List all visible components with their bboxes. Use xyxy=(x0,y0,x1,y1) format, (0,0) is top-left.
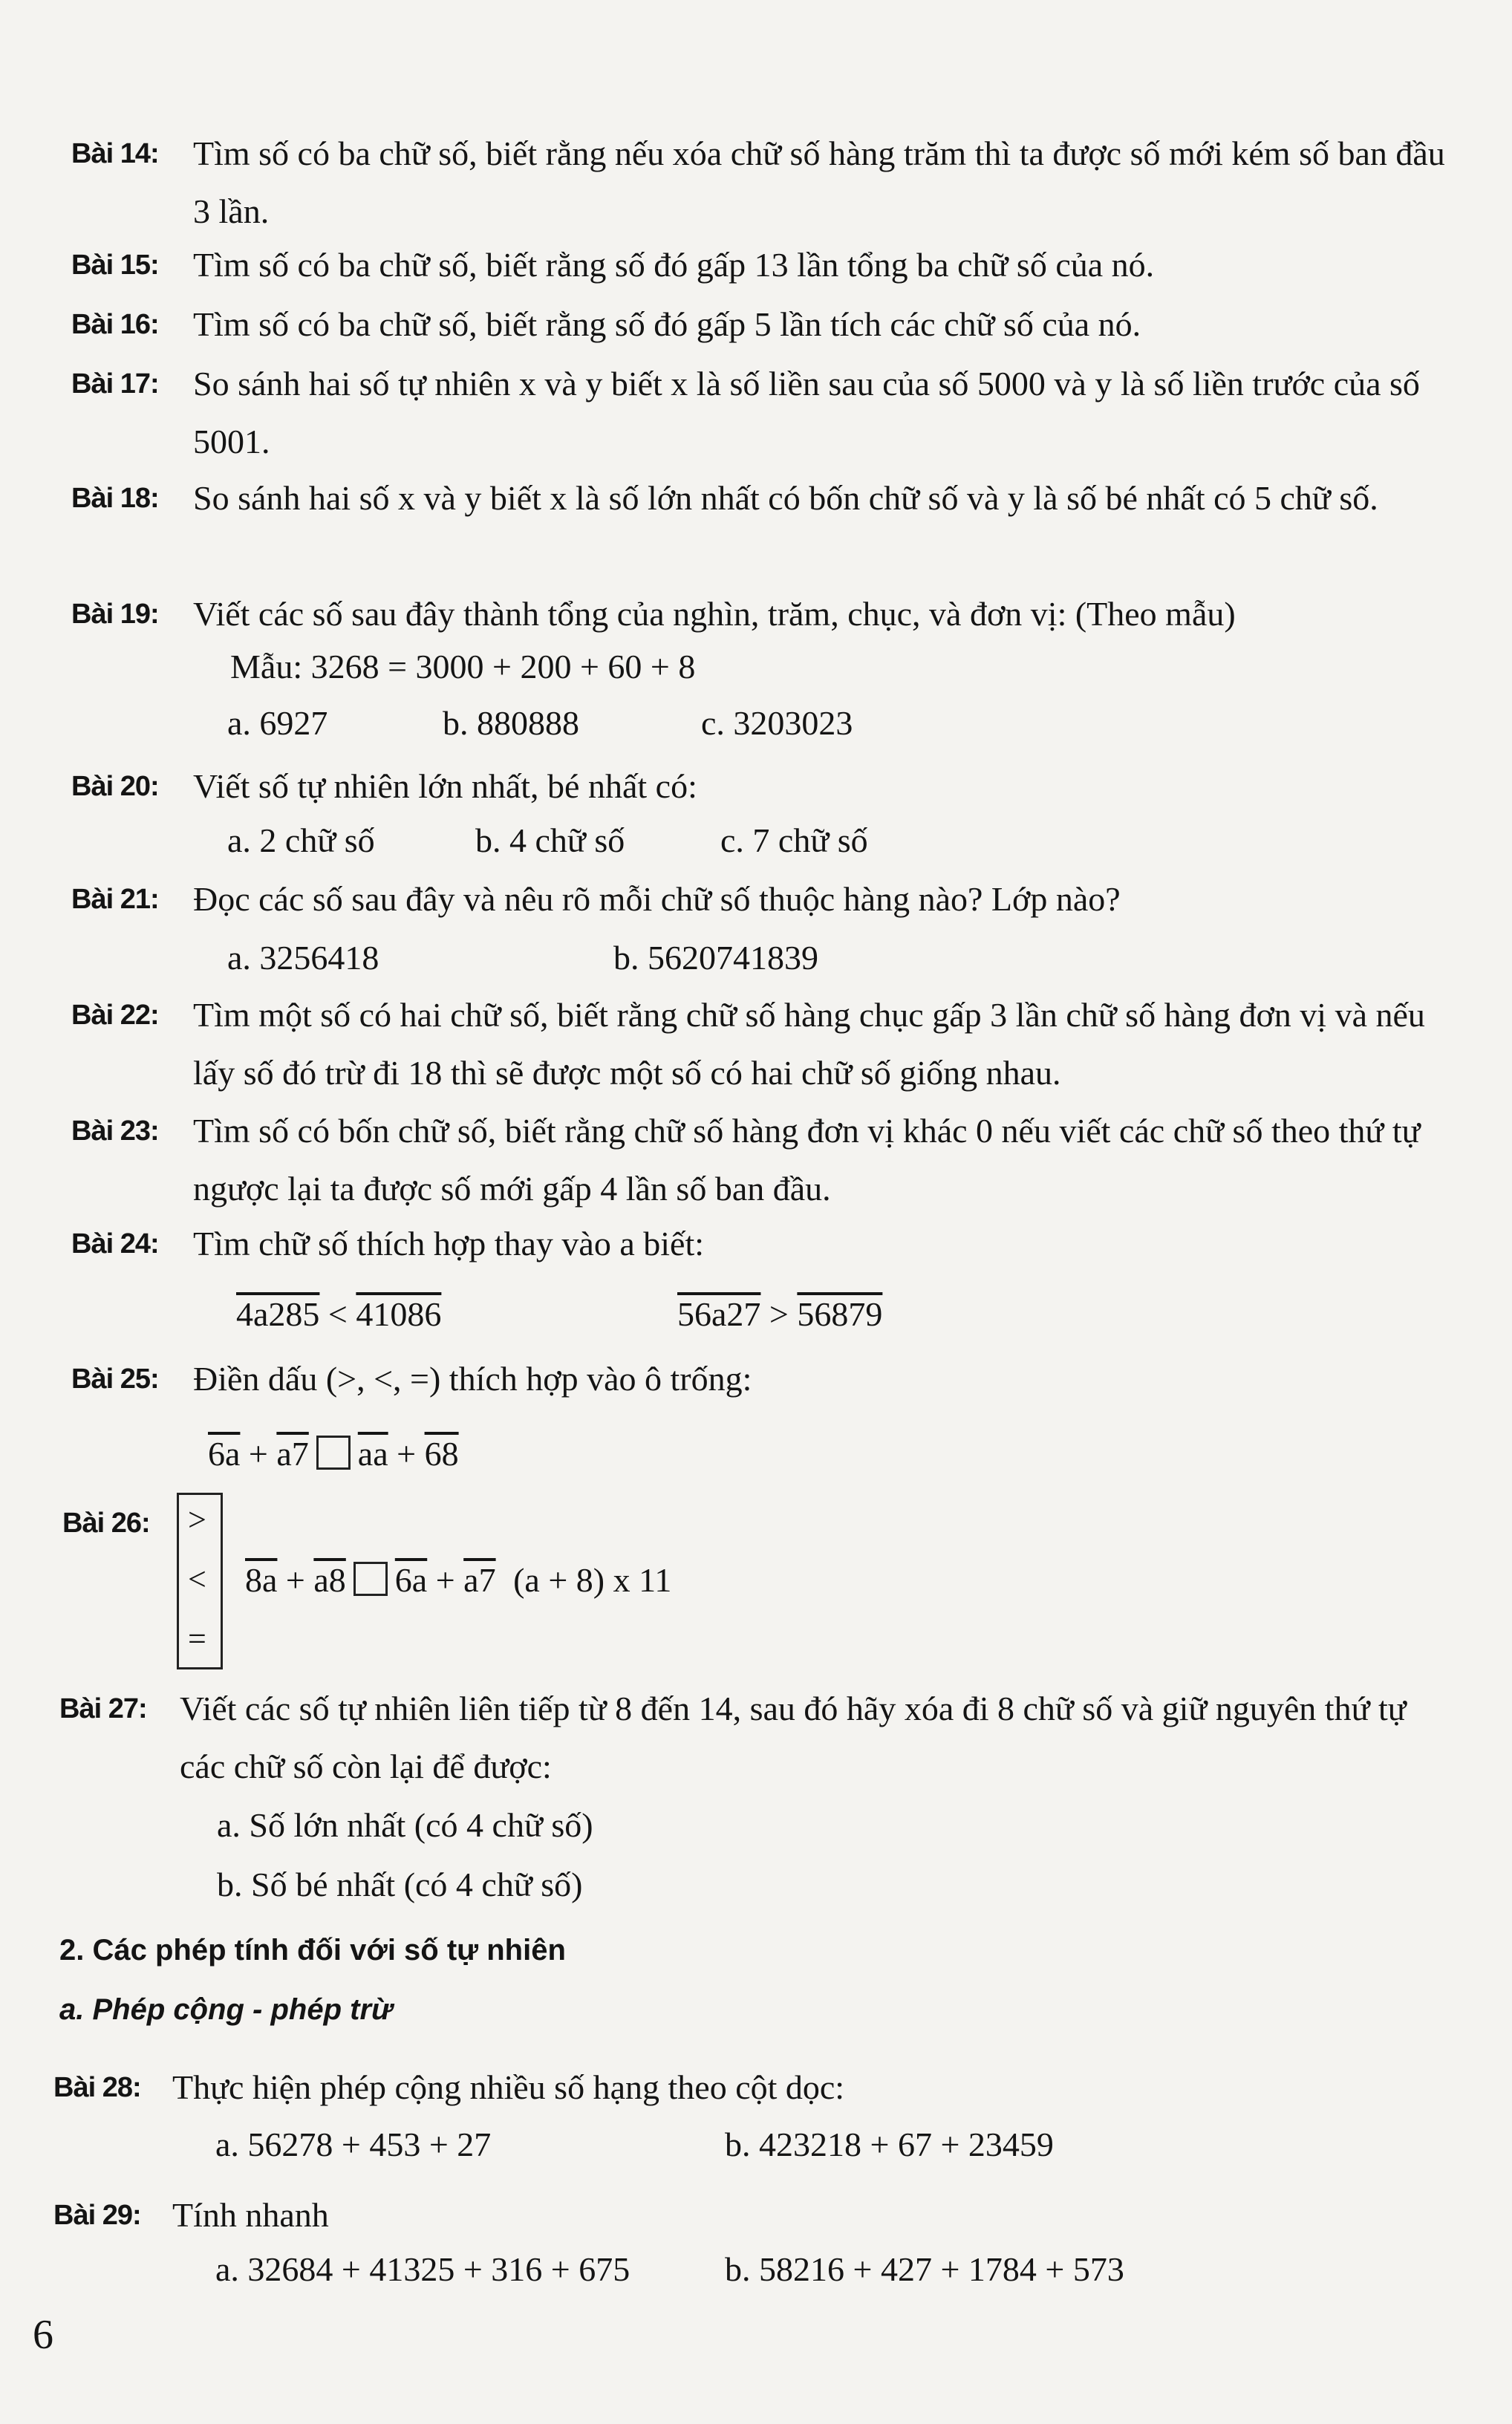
exercise-18 xyxy=(71,469,1467,527)
option-a: a. 2 chữ số xyxy=(227,821,375,859)
option-b: b. 423218 + 67 + 23459 xyxy=(725,2125,1054,2163)
exercise-label: Bài 21: xyxy=(71,884,159,915)
exercise-label: Bài 23: xyxy=(71,1115,159,1147)
less-than-sign: < xyxy=(328,1295,348,1333)
option-b: b. 4 chữ số xyxy=(475,821,625,859)
comparison-expression xyxy=(208,1432,459,1476)
exercise-text: Tính nhanh xyxy=(172,2196,329,2234)
sign-box xyxy=(177,1493,223,1669)
number-56879: 56879 xyxy=(797,1295,883,1333)
sign-greater: > xyxy=(188,1502,206,1538)
comparison-expression xyxy=(245,1558,671,1603)
option-a: a. 56278 + 453 + 27 xyxy=(215,2125,492,2163)
exercise-21 xyxy=(71,870,1467,928)
exercise-15 xyxy=(71,236,1467,294)
exercise-text: Tìm số có bốn chữ số, biết rằng chữ số hàng đơn vị khác 0 nếu viết các chữ số theo thứ tự ngược lại ta được số mới gấp 4 lần số ban đầu. xyxy=(193,1112,1421,1208)
term-8a: 8a xyxy=(245,1561,278,1599)
exercise-29 xyxy=(53,2186,1450,2244)
exercise-17 xyxy=(71,355,1467,471)
option-c: c. 7 chữ số xyxy=(720,821,868,859)
exercise-text: Điền dấu (>, <, =) thích hợp vào ô trống: xyxy=(193,1360,752,1398)
exercise-text: Viết các số sau đây thành tổng của nghìn, trăm, chục, và đơn vị: (Theo mẫu) xyxy=(193,595,1236,633)
exercise-label: Bài 26: xyxy=(62,1508,150,1539)
sign-equal: = xyxy=(188,1620,206,1657)
exercise-label: Bài 24: xyxy=(71,1228,159,1260)
option-a: a. 3256418 xyxy=(227,939,379,977)
exercise-label: Bài 20: xyxy=(71,771,159,802)
exercise-text: Đọc các số sau đây và nêu rõ mỗi chữ số thuộc hàng nào? Lớp nào? xyxy=(193,880,1121,918)
sign-less: < xyxy=(188,1561,206,1597)
term-68: 68 xyxy=(424,1435,459,1473)
exercise-label: Bài 28: xyxy=(53,2072,141,2103)
exercise-text: So sánh hai số x và y biết x là số lớn nhất có bốn chữ số và y là số bé nhất có 5 chữ số. xyxy=(193,479,1378,517)
exercise-label: Bài 29: xyxy=(53,2200,141,2231)
exercise-16 xyxy=(71,296,1467,354)
exercise-label: Bài 25: xyxy=(71,1364,159,1395)
exercise-22 xyxy=(71,986,1467,1102)
blank-box[interactable] xyxy=(316,1436,351,1470)
exercise-23 xyxy=(71,1102,1467,1218)
number-56a27: 56a27 xyxy=(677,1295,761,1333)
expression-tail: (a + 8) x 11 xyxy=(513,1561,672,1599)
exercise-text: Tìm số có ba chữ số, biết rằng số đó gấp 13 lần tổng ba chữ số của nó. xyxy=(193,246,1155,284)
exercise-20 xyxy=(71,758,1467,815)
exercise-text: So sánh hai số tự nhiên x và y biết x là số liền sau của số 5000 và y là số liền trước của số 5001. xyxy=(193,365,1420,460)
exercise-text: Tìm chữ số thích hợp thay vào a biết: xyxy=(193,1225,705,1262)
section-subtitle: a. Phép cộng - phép trừ xyxy=(59,1993,393,2026)
exercise-text: Viết số tự nhiên lớn nhất, bé nhất có: xyxy=(193,767,697,805)
exercise-24 xyxy=(71,1215,1467,1273)
term-aa: $\overline{aa}$ xyxy=(357,1435,388,1473)
exercise-label: Bài 18: xyxy=(71,483,159,514)
inequality-2 xyxy=(677,1292,882,1337)
option-a: a. 32684 + 41325 + 316 + 675 xyxy=(215,2250,630,2288)
term-6a: 6a xyxy=(208,1435,241,1473)
exercise-28 xyxy=(53,2059,1450,2117)
plus-sign: + xyxy=(248,1435,268,1473)
greater-than-sign: > xyxy=(769,1295,789,1333)
exercise-label: Bài 22: xyxy=(71,1000,159,1031)
exercise-text: Tìm một số có hai chữ số, biết rằng chữ số hàng chục gấp 3 lần chữ số hàng đơn vị và nếu lấy số đó trừ đi 18 thì sẽ được một số có hai chữ số giống nhau. xyxy=(193,996,1425,1092)
option-a: a. 6927 xyxy=(227,704,328,742)
exercise-27 xyxy=(59,1680,1456,1796)
plus-sign: + xyxy=(435,1561,455,1599)
plus-sign: + xyxy=(397,1435,417,1473)
term-a8: a8 xyxy=(313,1561,346,1599)
blank-box[interactable] xyxy=(353,1562,388,1596)
option-b: b. 5620741839 xyxy=(613,939,818,977)
exercise-label: Bài 19: xyxy=(71,599,159,630)
exercise-label: Bài 17: xyxy=(71,368,159,400)
page-number: 6 xyxy=(33,2312,53,2358)
exercise-text: Tìm số có ba chữ số, biết rằng số đó gấp 5 lần tích các chữ số của nó. xyxy=(193,305,1141,343)
exercise-25 xyxy=(71,1350,1467,1408)
option-b: b. 880888 xyxy=(443,704,579,742)
option-a: a. Số lớn nhất (có 4 chữ số) xyxy=(217,1806,593,1844)
term-6a: 6a xyxy=(394,1561,428,1599)
exercise-19 xyxy=(71,585,1467,643)
exercise-label: Bài 16: xyxy=(71,309,159,340)
section-title: 2. Các phép tính đối với số tự nhiên xyxy=(59,1934,566,1967)
term-a7: a7 xyxy=(276,1435,309,1473)
plus-sign: + xyxy=(285,1561,305,1599)
term-a7: a7 xyxy=(463,1561,496,1599)
option-b: b. 58216 + 427 + 1784 + 573 xyxy=(725,2250,1124,2288)
exercise-text: Tìm số có ba chữ số, biết rằng nếu xóa chữ số hàng trăm thì ta được số mới kém số ban đầu 3 lần. xyxy=(193,134,1445,230)
inequality-1 xyxy=(236,1292,441,1337)
exercise-label: Bài 15: xyxy=(71,250,159,281)
option-c: c. 3203023 xyxy=(701,704,853,742)
number-41086: 41086 xyxy=(356,1295,442,1333)
example-line: Mẫu: 3268 = 3000 + 200 + 60 + 8 xyxy=(230,648,696,685)
exercise-14 xyxy=(71,125,1467,241)
exercise-label: Bài 14: xyxy=(71,138,159,169)
exercise-text: Thực hiện phép cộng nhiều số hạng theo cột dọc: xyxy=(172,2068,845,2106)
option-b: b. Số bé nhất (có 4 chữ số) xyxy=(217,1866,583,1903)
exercise-text: Viết các số tự nhiên liên tiếp từ 8 đến 14, sau đó hãy xóa đi 8 chữ số và giữ nguyên thứ tự các chữ số còn lại để được: xyxy=(180,1690,1407,1785)
exercise-label: Bài 27: xyxy=(59,1693,147,1724)
number-4a285: 4a285 xyxy=(236,1295,320,1333)
